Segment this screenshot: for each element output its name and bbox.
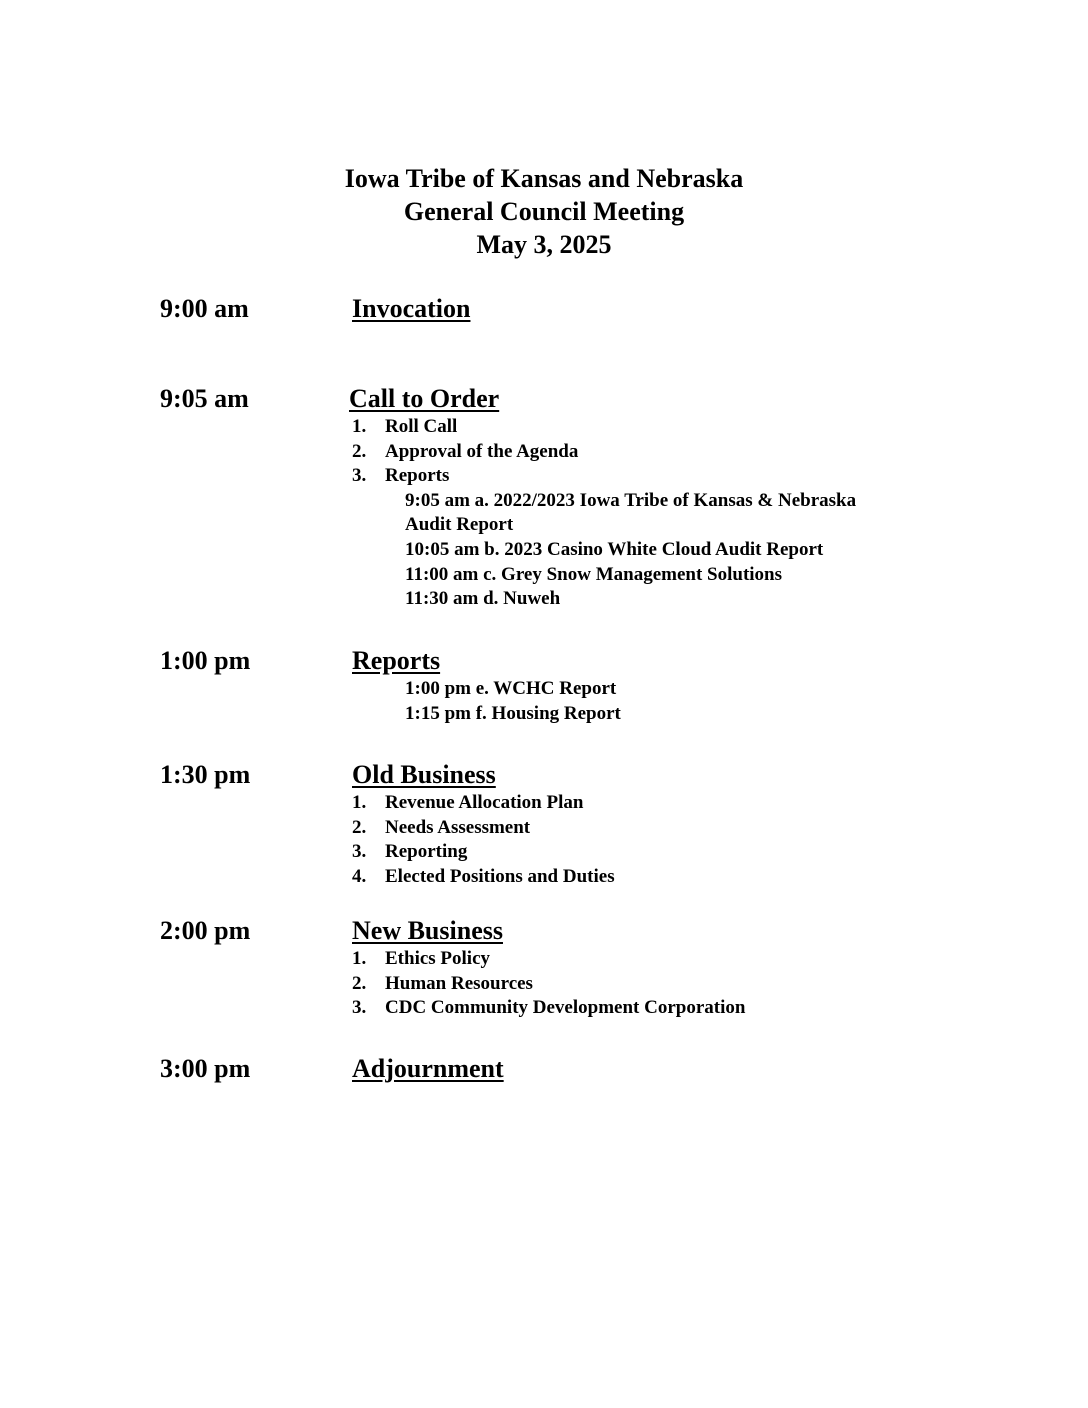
list-item xyxy=(352,440,972,465)
item-text: Needs Assessment xyxy=(385,816,531,838)
list-item xyxy=(352,791,972,816)
section-title: New Business xyxy=(352,916,503,945)
org-name: Iowa Tribe of Kansas and Nebraska xyxy=(344,164,744,193)
item-list xyxy=(352,415,972,612)
item-number: 1. xyxy=(352,792,367,813)
item-text: Revenue Allocation Plan xyxy=(385,792,584,813)
item-list xyxy=(352,677,972,726)
section-time: 1:30 pm xyxy=(160,760,251,789)
list-item xyxy=(352,415,972,440)
document-header xyxy=(0,162,1088,261)
item-number: 2. xyxy=(352,972,367,994)
item-number: 3. xyxy=(352,997,367,1019)
section-time: 2:00 pm xyxy=(160,916,251,945)
item-list xyxy=(352,947,972,1021)
item-number: 3. xyxy=(352,841,367,863)
list-item xyxy=(352,865,972,890)
sub-item: 1:15 pm f. Housing Report xyxy=(405,702,621,724)
sub-item: 11:00 am c. Grey Snow Management Solutions xyxy=(405,563,783,585)
meeting-date: May 3, 2025 xyxy=(476,230,612,259)
sub-item: 1:00 pm e. WCHC Report xyxy=(405,678,617,699)
section-title: Reports xyxy=(352,646,441,675)
section-title: Invocation xyxy=(352,294,471,323)
section-title: Adjournment xyxy=(352,1054,504,1083)
section-title: Call to Order xyxy=(349,384,500,413)
list-item xyxy=(352,947,972,972)
section-time: 1:00 pm xyxy=(160,646,251,675)
item-text: Approval of the Agenda xyxy=(385,440,579,462)
item-text: Human Resources xyxy=(385,972,533,994)
list-item xyxy=(352,464,972,489)
item-number: 1. xyxy=(352,948,367,969)
item-text: CDC Community Development Corporation xyxy=(385,997,746,1019)
sub-item: 10:05 am b. 2023 Casino White Cloud Audit Report xyxy=(405,538,824,560)
list-item xyxy=(352,972,972,997)
section-time: 3:00 pm xyxy=(160,1054,251,1083)
section-time: 9:00 am xyxy=(160,294,249,323)
section-time: 9:05 am xyxy=(160,384,249,413)
item-text: Roll Call xyxy=(385,416,458,437)
meeting-title: General Council Meeting xyxy=(403,197,685,226)
item-text: Ethics Policy xyxy=(385,948,491,969)
list-item xyxy=(352,840,972,865)
item-number: 2. xyxy=(352,816,367,838)
sub-item: 11:30 am d. Nuweh xyxy=(405,588,561,610)
item-number: 4. xyxy=(352,865,367,887)
item-text: Reporting xyxy=(385,841,468,863)
list-item xyxy=(352,816,972,841)
item-number: 2. xyxy=(352,440,367,462)
item-list xyxy=(352,791,972,889)
section-title: Old Business xyxy=(352,760,496,789)
item-text: Elected Positions and Duties xyxy=(385,865,615,887)
item-number: 3. xyxy=(352,465,367,487)
list-item xyxy=(352,996,972,1021)
item-text: Reports xyxy=(385,465,450,487)
item-number: 1. xyxy=(352,416,367,437)
sub-item: Audit Report xyxy=(405,514,514,536)
sub-item: 9:05 am a. 2022/2023 Iowa Tribe of Kansas & Nebraska xyxy=(405,489,857,511)
